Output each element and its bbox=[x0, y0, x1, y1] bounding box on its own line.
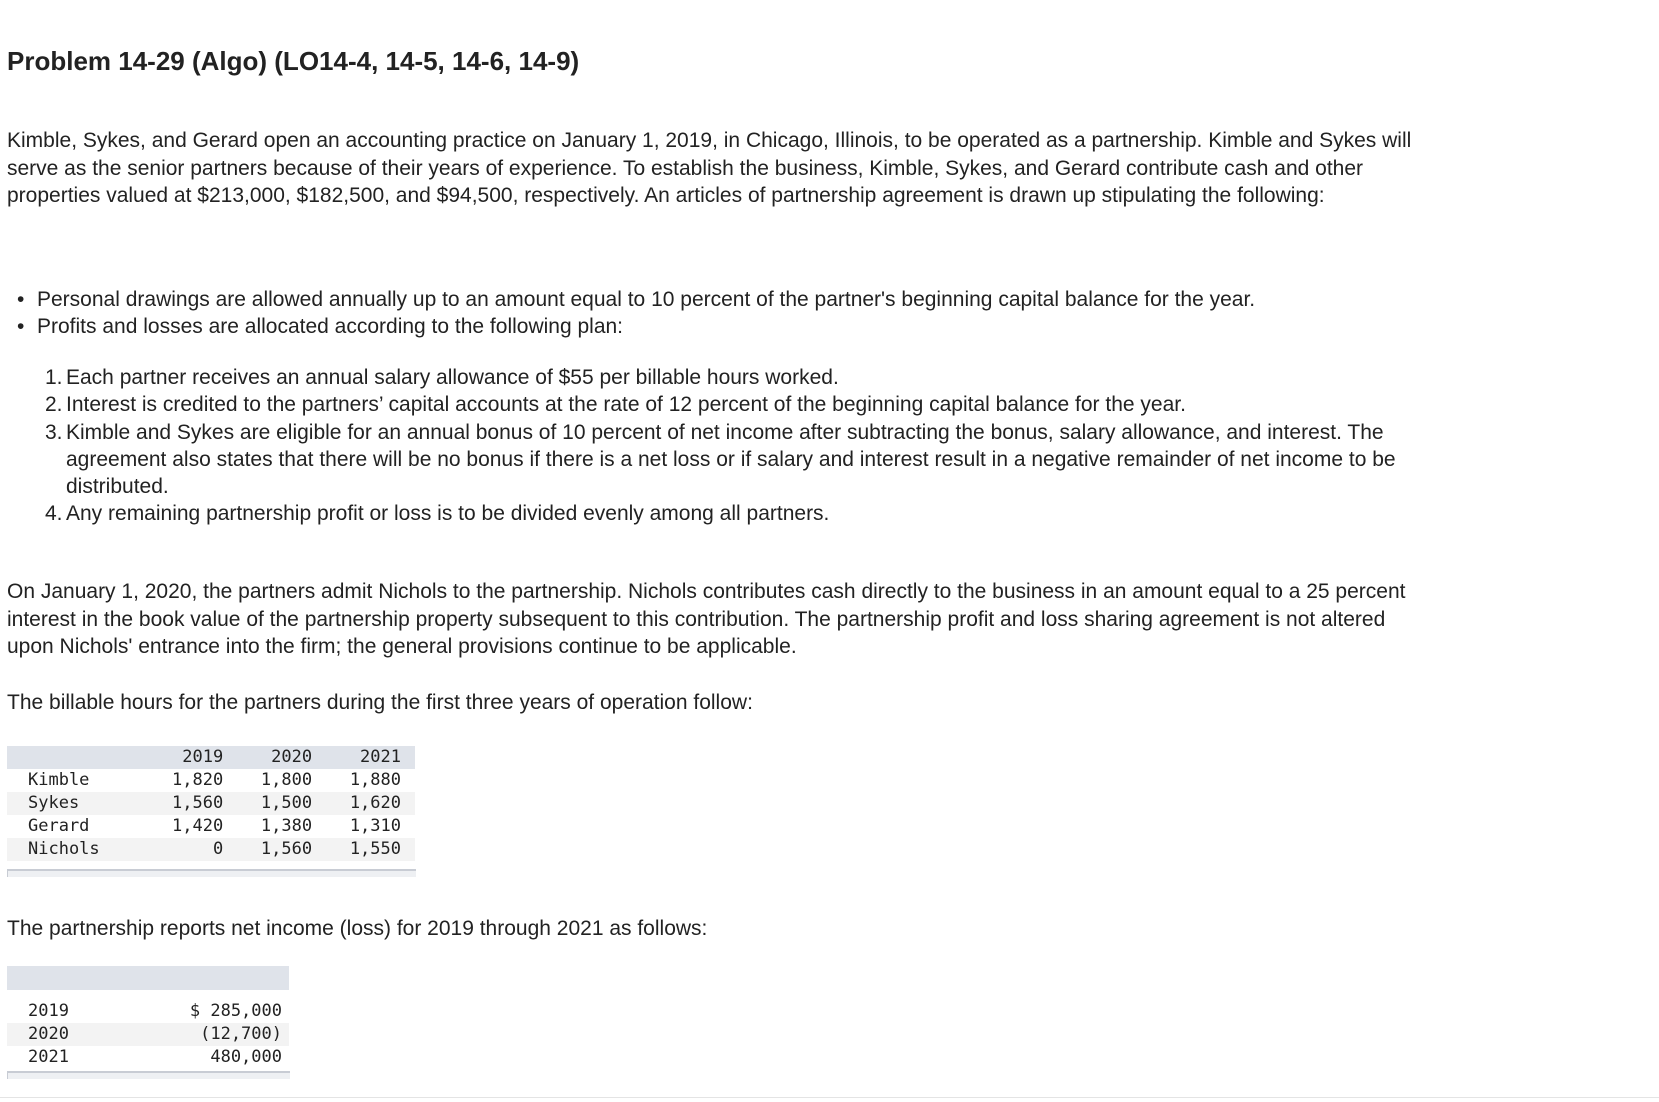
bullet-text: Personal drawings are allowed annually up to an amount equal to 10 percent of the partner's beginning capital balance for the year. bbox=[37, 288, 1256, 311]
net-income-cell: $ 285,000 bbox=[189, 1001, 282, 1021]
intro-paragraph: Kimble, Sykes, and Gerard open an accounting practice on January 1, 2019, in Chicago, Illinois, to be operated as a partnership. Kimble and Sykes will serve as the senior partners because of their years of experience. To establish the business, Kimble, Sykes, and Gerard contribute cash and other properties valued at $213,000, $182,500, and $94,500, respectively. An articles of partnership agreement is drawn up stipulating the following: bbox=[7, 129, 1412, 207]
hours-cell: 1,820 bbox=[172, 770, 224, 790]
profit-plan-list bbox=[7, 364, 1427, 528]
table-spacer-row bbox=[7, 990, 289, 1000]
plan-item-number: 4. bbox=[45, 502, 63, 526]
admission-paragraph: On January 1, 2020, the partners admit Nichols to the partnership. Nichols contributes cash directly to the business in an amount equal to a 25 percent interest in the book value of the partnership property subsequent to this contribution. The partnership profit and loss sharing agreement is not altered upon Nichols' entrance into the firm; the general provisions continue to be applicable. bbox=[7, 580, 1406, 658]
spacer-cell bbox=[7, 990, 178, 1000]
plan-item bbox=[7, 419, 1427, 501]
table-row bbox=[7, 838, 415, 861]
plan-item bbox=[7, 391, 1427, 418]
table-row bbox=[7, 1046, 289, 1069]
hours-cell: 1,620 bbox=[349, 793, 401, 813]
column-header-partner bbox=[7, 746, 134, 769]
hours-intro: The billable hours for the partners during the first three years of operation follow: bbox=[7, 691, 753, 714]
partner-name-cell: Kimble bbox=[28, 770, 90, 790]
hours-cell: 1,880 bbox=[349, 770, 401, 790]
hours-cell: 0 bbox=[212, 839, 224, 859]
page-bottom-divider bbox=[0, 1097, 1659, 1098]
column-header-2019: 2019 bbox=[182, 747, 224, 767]
plan-item-number: 1. bbox=[45, 366, 63, 389]
agreement-bullet-list bbox=[7, 286, 1427, 340]
hours-cell: 1,550 bbox=[349, 839, 401, 859]
bullet-dot-icon: • bbox=[17, 288, 25, 311]
bullet-item bbox=[7, 286, 1427, 313]
hours-cell: 1,560 bbox=[172, 793, 224, 813]
table-row bbox=[7, 769, 415, 792]
year-cell: 2021 bbox=[28, 1047, 69, 1067]
plan-item-text: Interest is credited to the partners’ capital accounts at the rate of 12 percent of the beginning capital balance for the year. bbox=[66, 393, 1186, 417]
billable-hours-table bbox=[7, 746, 415, 861]
hours-cell: 1,420 bbox=[172, 816, 224, 836]
hours-cell: 1,500 bbox=[260, 793, 313, 813]
table-header-row bbox=[7, 746, 415, 769]
partner-name-cell: Gerard bbox=[28, 816, 90, 836]
hours-cell: 1,800 bbox=[260, 770, 313, 790]
spacer-cell bbox=[178, 990, 289, 1000]
bullet-dot-icon: • bbox=[17, 315, 25, 338]
partner-name-cell: Sykes bbox=[28, 793, 80, 813]
column-header-2020: 2020 bbox=[271, 747, 313, 767]
income-intro: The partnership reports net income (loss) for 2019 through 2021 as follows: bbox=[7, 917, 708, 940]
hours-cell: 1,310 bbox=[349, 816, 401, 836]
plan-item-number: 2. bbox=[45, 393, 63, 417]
table-row bbox=[7, 815, 415, 838]
problem-title: Problem 14-29 (Algo) (LO14-4, 14-5, 14-6, 14-9) bbox=[7, 46, 580, 76]
net-income-cell: 480,000 bbox=[210, 1047, 282, 1067]
hours-cell: 1,560 bbox=[260, 839, 313, 859]
net-income-table bbox=[7, 966, 289, 1069]
hours-cell: 1,380 bbox=[260, 816, 313, 836]
year-cell: 2020 bbox=[7, 1023, 178, 1046]
plan-item-text: Each partner receives an annual salary allowance of $55 per billable hours worked. bbox=[66, 366, 839, 389]
table-footer-rule bbox=[7, 869, 416, 877]
bullet-text: Profits and losses are allocated according to the following plan: bbox=[37, 315, 624, 338]
column-header-blank bbox=[7, 966, 178, 990]
table-row bbox=[7, 1000, 289, 1023]
partner-name-cell: Nichols bbox=[28, 839, 100, 859]
plan-item bbox=[7, 500, 1427, 527]
table-row bbox=[7, 1023, 289, 1046]
plan-item bbox=[7, 364, 1427, 391]
table-footer-rule bbox=[7, 1071, 290, 1079]
table-header-row bbox=[7, 966, 289, 990]
year-cell: 2019 bbox=[28, 1001, 69, 1021]
net-income-cell: (12,700) bbox=[178, 1023, 289, 1046]
table-row bbox=[7, 792, 415, 815]
column-header-blank bbox=[178, 966, 289, 990]
plan-item-text: Kimble and Sykes are eligible for an annual bonus of 10 percent of net income after subtracting the bonus, salary allowance, and interest. The agreement also states that there will be no bonus if there is a net loss or if salary and interest result in a negative remainder of net income to be distributed. bbox=[66, 420, 1396, 499]
column-header-2021: 2021 bbox=[360, 747, 401, 767]
plan-item-number: 3. bbox=[45, 420, 63, 444]
plan-item-text: Any remaining partnership profit or loss is to be divided evenly among all partners. bbox=[66, 502, 830, 526]
bullet-item bbox=[7, 313, 1427, 340]
